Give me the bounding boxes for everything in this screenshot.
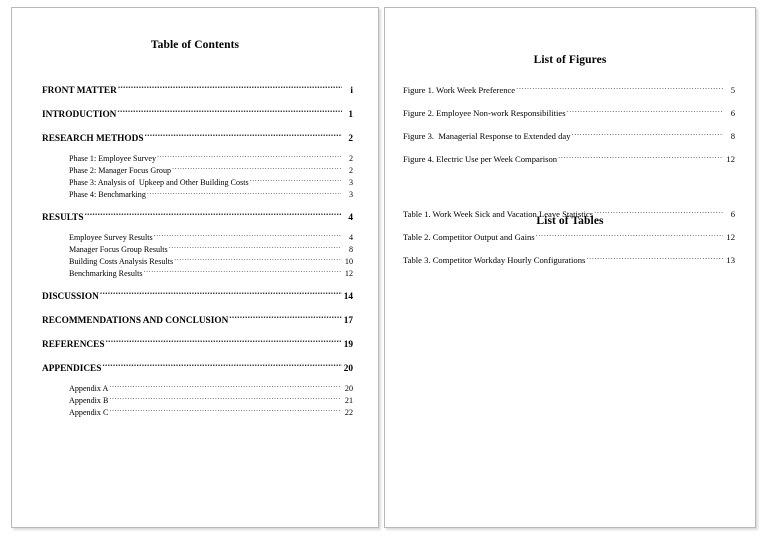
leader-dots bbox=[147, 189, 341, 197]
toc-entry-manager-focus-group-results[interactable] bbox=[42, 244, 353, 255]
toc-entry-label: RESULTS bbox=[42, 213, 84, 224]
toc-entry-page-number: 4 bbox=[348, 233, 353, 243]
toc-entry-appendix-a[interactable] bbox=[42, 383, 353, 394]
toc-entry-label: Phase 4: Benchmarking bbox=[69, 190, 146, 200]
figure-entry-page-number: 5 bbox=[730, 84, 735, 95]
toc-subentry-group-results bbox=[42, 232, 353, 279]
leader-dots bbox=[109, 395, 341, 403]
toc-entry-list bbox=[42, 84, 353, 429]
toc-entry-page-number: 10 bbox=[344, 257, 353, 267]
toc-subentry-group-research-methods bbox=[42, 153, 353, 200]
leader-dots bbox=[586, 254, 723, 263]
leader-dots bbox=[174, 256, 341, 264]
figure-entry-label: Figure 3. Managerial Response to Extended day bbox=[403, 130, 571, 141]
leader-dots bbox=[100, 290, 342, 299]
leader-dots bbox=[250, 177, 341, 185]
table-entry-2[interactable] bbox=[403, 231, 735, 242]
table-entry-label: Table 1. Work Week Sick and Vacation Leave Statistics bbox=[403, 208, 594, 219]
figure-entry-page-number: 8 bbox=[730, 130, 735, 141]
leader-dots bbox=[172, 165, 341, 173]
leader-dots bbox=[516, 84, 723, 93]
toc-entry-appendix-c[interactable] bbox=[42, 407, 353, 418]
toc-entry-label: Manager Focus Group Results bbox=[69, 245, 168, 255]
toc-entry-phase-1[interactable] bbox=[42, 153, 353, 164]
toc-entry-label: Appendix B bbox=[69, 396, 109, 406]
leader-dots bbox=[567, 107, 723, 116]
toc-entry-page-number: 12 bbox=[344, 269, 353, 279]
leader-dots bbox=[536, 231, 723, 240]
toc-entry-research-methods[interactable] bbox=[42, 132, 353, 145]
leader-dots bbox=[572, 130, 723, 139]
toc-entry-page-number: 4 bbox=[348, 213, 353, 224]
page-lists-of-figures-and-tables bbox=[384, 7, 756, 528]
figure-entry-label: Figure 4. Electric Use per Week Comparison bbox=[403, 153, 558, 164]
table-entry-3[interactable] bbox=[403, 254, 735, 265]
toc-entry-references[interactable] bbox=[42, 338, 353, 351]
toc-entry-page-number: 20 bbox=[343, 364, 353, 375]
toc-entry-employee-survey-results[interactable] bbox=[42, 232, 353, 243]
table-entry-label: Table 2. Competitor Output and Gains bbox=[403, 231, 535, 242]
toc-entry-page-number: 2 bbox=[348, 154, 353, 164]
toc-entry-page-number: i bbox=[350, 86, 353, 97]
toc-entry-phase-2[interactable] bbox=[42, 165, 353, 176]
leader-dots bbox=[154, 232, 341, 240]
figure-entry-page-number: 12 bbox=[726, 153, 735, 164]
toc-entry-label: Building Costs Analysis Results bbox=[69, 257, 174, 267]
leader-dots bbox=[229, 314, 342, 323]
toc-entry-label: RESEARCH METHODS bbox=[42, 134, 144, 145]
toc-entry-page-number: 8 bbox=[348, 245, 353, 255]
figure-entry-label: Figure 2. Employee Non-work Responsibilities bbox=[403, 107, 566, 118]
toc-entry-building-costs-analysis-results[interactable] bbox=[42, 256, 353, 267]
leader-dots bbox=[106, 338, 342, 347]
page-table-of-contents bbox=[11, 7, 379, 528]
figure-entry-4[interactable] bbox=[403, 153, 735, 164]
figure-entry-2[interactable] bbox=[403, 107, 735, 118]
leader-dots bbox=[117, 108, 342, 117]
page-title-list-of-tables: List of Tables bbox=[536, 215, 604, 227]
toc-entry-page-number: 21 bbox=[344, 396, 353, 406]
toc-entry-benchmarking-results[interactable] bbox=[42, 268, 353, 279]
toc-entry-phase-3[interactable] bbox=[42, 177, 353, 188]
table-entry-page-number: 6 bbox=[730, 208, 735, 219]
toc-entry-label: INTRODUCTION bbox=[42, 110, 117, 121]
table-entry-1[interactable] bbox=[403, 208, 735, 219]
figure-entry-label: Figure 1. Work Week Preference bbox=[403, 84, 516, 95]
toc-entry-page-number: 3 bbox=[348, 178, 353, 188]
toc-entry-phase-4[interactable] bbox=[42, 189, 353, 200]
toc-entry-label: Employee Survey Results bbox=[69, 233, 153, 243]
toc-entry-label: Benchmarking Results bbox=[69, 269, 143, 279]
toc-entry-results[interactable] bbox=[42, 211, 353, 224]
toc-entry-front-matter[interactable] bbox=[42, 84, 353, 97]
toc-entry-recommendations-and-conclusion[interactable] bbox=[42, 314, 353, 327]
page-title-table-of-contents: Table of Contents bbox=[150, 39, 240, 51]
toc-entry-label: FRONT MATTER bbox=[42, 86, 117, 97]
leader-dots bbox=[145, 132, 342, 141]
table-entry-page-number: 12 bbox=[726, 231, 735, 242]
toc-entry-page-number: 17 bbox=[343, 316, 353, 327]
figure-entry-1[interactable] bbox=[403, 84, 735, 95]
toc-entry-page-number: 2 bbox=[348, 134, 353, 145]
table-entry-label: Table 3. Competitor Workday Hourly Configurations bbox=[403, 254, 586, 265]
figure-entry-3[interactable] bbox=[403, 130, 735, 141]
toc-entry-label: APPENDICES bbox=[42, 364, 102, 375]
toc-entry-page-number: 14 bbox=[343, 292, 353, 303]
toc-entry-label: REFERENCES bbox=[42, 340, 105, 351]
toc-entry-label: Appendix A bbox=[69, 384, 109, 394]
list-of-tables-entries bbox=[403, 208, 735, 277]
leader-dots bbox=[144, 268, 341, 276]
toc-entry-appendices[interactable] bbox=[42, 362, 353, 375]
toc-entry-page-number: 22 bbox=[344, 408, 353, 418]
toc-entry-page-number: 1 bbox=[348, 110, 353, 121]
leader-dots bbox=[157, 153, 341, 161]
toc-entry-label: DISCUSSION bbox=[42, 292, 99, 303]
figure-entry-page-number: 6 bbox=[730, 107, 735, 118]
leader-dots bbox=[85, 211, 342, 220]
leader-dots bbox=[558, 153, 723, 162]
leader-dots bbox=[109, 383, 341, 391]
toc-entry-page-number: 2 bbox=[348, 166, 353, 176]
toc-entry-label: Phase 2: Manager Focus Group bbox=[69, 166, 172, 176]
toc-entry-label: Appendix C bbox=[69, 408, 109, 418]
leader-dots bbox=[594, 208, 723, 217]
toc-entry-label: RECOMMENDATIONS AND CONCLUSION bbox=[42, 316, 229, 327]
page-title-list-of-figures: List of Figures bbox=[533, 54, 607, 66]
leader-dots bbox=[102, 362, 342, 371]
toc-entry-appendix-b[interactable] bbox=[42, 395, 353, 406]
toc-entry-page-number: 20 bbox=[344, 384, 353, 394]
toc-entry-label: Phase 3: Analysis of Upkeep and Other Building Costs bbox=[69, 178, 249, 188]
table-entry-page-number: 13 bbox=[726, 254, 735, 265]
toc-entry-introduction[interactable] bbox=[42, 108, 353, 121]
toc-entry-page-number: 19 bbox=[343, 340, 353, 351]
toc-entry-label: Phase 1: Employee Survey bbox=[69, 154, 156, 164]
leader-dots bbox=[118, 84, 342, 93]
toc-entry-discussion[interactable] bbox=[42, 290, 353, 303]
toc-entry-page-number: 3 bbox=[348, 190, 353, 200]
toc-subentry-group-appendices bbox=[42, 383, 353, 418]
list-of-figures-entries bbox=[403, 84, 735, 176]
leader-dots bbox=[109, 407, 341, 415]
leader-dots bbox=[169, 244, 341, 252]
